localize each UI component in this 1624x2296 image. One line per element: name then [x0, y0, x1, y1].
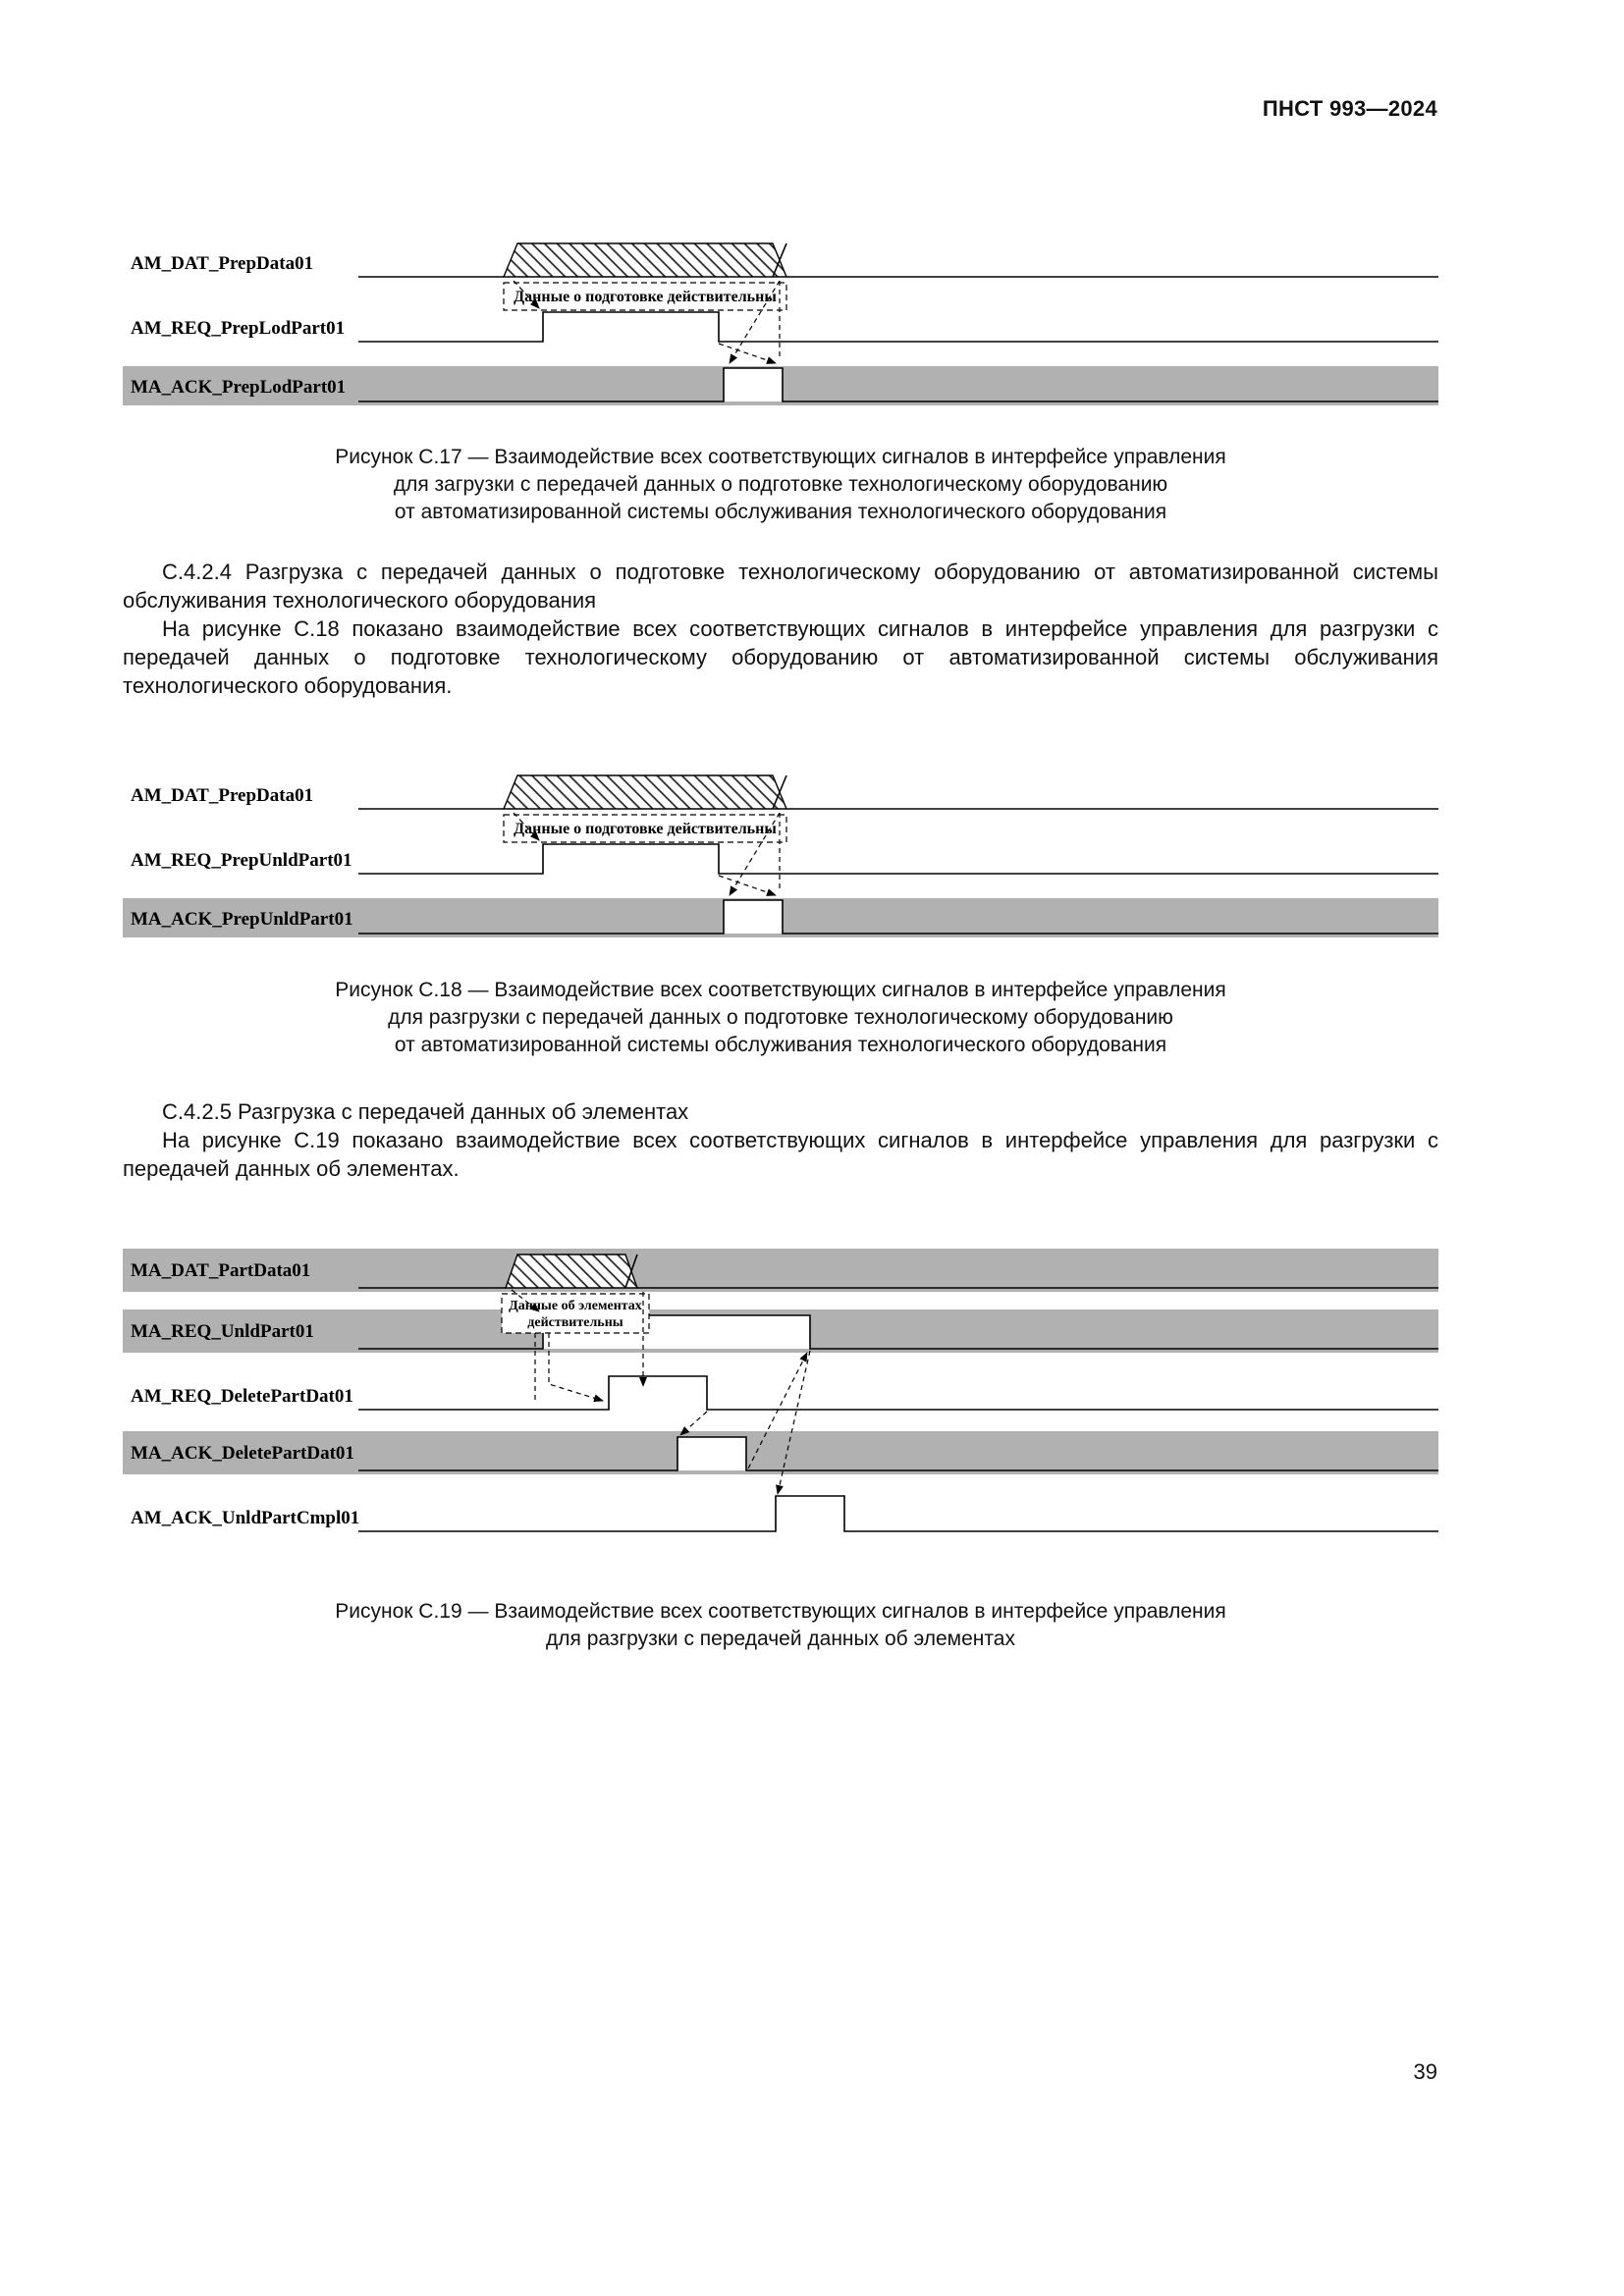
signal-row-req [131, 312, 1438, 342]
annotation-box [504, 815, 786, 842]
signal-row-ack-cmpl [131, 1496, 1438, 1531]
signal-label: AM_REQ_PrepLodPart01 [131, 318, 346, 339]
caption-line: от автоматизированной системы обслуживания технологического оборудования [394, 501, 1167, 523]
timing-diagram-c19 [123, 1249, 1438, 1553]
annotation-text-line1: Данные об элементах [509, 1299, 642, 1313]
section-heading-paragraph: С.4.2.5 Разгрузка с передачей данных об элементах [162, 1099, 689, 1124]
caption-line: для разгрузки с передачей данных о подготовке технологическому оборудованию [388, 1006, 1173, 1029]
page-number: 39 [1413, 2059, 1437, 2084]
signal-label: MA_DAT_PartData01 [131, 1260, 311, 1281]
section-body-paragraph: На рисунке С.19 показано взаимодействие всех соответствующих сигналов в интерфейсе управления для разгрузки с передачей данных об элементах. [123, 1128, 1438, 1181]
caption-line: от автоматизированной системы обслуживания технологического оборудования [394, 1034, 1167, 1056]
signal-label: AM_DAT_PrepData01 [131, 785, 314, 806]
signal-label: AM_REQ_DeletePartDat01 [131, 1386, 353, 1407]
signal-label: MA_ACK_DeletePartDat01 [131, 1443, 354, 1464]
figure-caption-c18 [123, 977, 1438, 1059]
timing-diagram-c17 [123, 236, 1438, 412]
signal-band-gray [123, 1249, 1438, 1292]
caption-line: Рисунок С.19 — Взаимодействие всех соответствующих сигналов в интерфейсе управления [335, 1600, 1226, 1623]
signal-row-req [131, 844, 1438, 874]
signal-row-req-delete [131, 1376, 1438, 1410]
caption-line: Рисунок С.17 — Взаимодействие всех соответствующих сигналов в интерфейсе управления [335, 446, 1226, 468]
signal-label: MA_REQ_UnldPart01 [131, 1321, 314, 1342]
annotation-text: Данные о подготовке действительны [514, 821, 777, 837]
figure-caption-c17 [123, 444, 1438, 526]
signal-row-dat [131, 243, 1438, 277]
section-c425 [123, 1097, 1438, 1183]
data-valid-region [504, 775, 786, 809]
annotation-text-line2: действительны [527, 1315, 623, 1330]
document-code-header: ПНСТ 993—2024 [1262, 96, 1437, 121]
annotation-box [504, 283, 786, 310]
caption-line: для разгрузки с передачей данных об элементах [546, 1628, 1015, 1650]
signal-label: MA_ACK_PrepLodPart01 [131, 377, 347, 398]
section-body-paragraph: На рисунке С.18 показано взаимодействие всех соответствующих сигналов в интерфейсе управления для разгрузки с передачей данных о подготовке технологическому оборудованию от автоматизированной системы обслуживания технологического оборудования. [123, 616, 1438, 698]
figure-caption-c19 [123, 1598, 1438, 1653]
data-valid-region [506, 1255, 637, 1288]
section-heading-paragraph: С.4.2.4 Разгрузка с передачей данных о подготовке технологическому оборудованию от автоматизированной системы обслуживания технологического оборудования [123, 560, 1438, 613]
caption-line: для загрузки с передачей данных о подготовке технологическому оборудованию [393, 473, 1168, 496]
annotation-text: Данные о подготовке действительны [514, 289, 777, 305]
signal-label: AM_REQ_PrepUnldPart01 [131, 850, 352, 871]
annotation-box [502, 1294, 649, 1333]
signal-label: AM_DAT_PrepData01 [131, 253, 314, 274]
signal-label: AM_ACK_UnldPartCmpl01 [131, 1508, 360, 1528]
signal-row-dat [131, 775, 1438, 809]
section-c424 [123, 558, 1438, 700]
data-valid-region [504, 243, 786, 277]
signal-label: MA_ACK_PrepUnldPart01 [131, 909, 353, 930]
timing-diagram-c18 [123, 768, 1438, 944]
caption-line: Рисунок С.18 — Взаимодействие всех соответствующих сигналов в интерфейсе управления [335, 979, 1226, 1001]
